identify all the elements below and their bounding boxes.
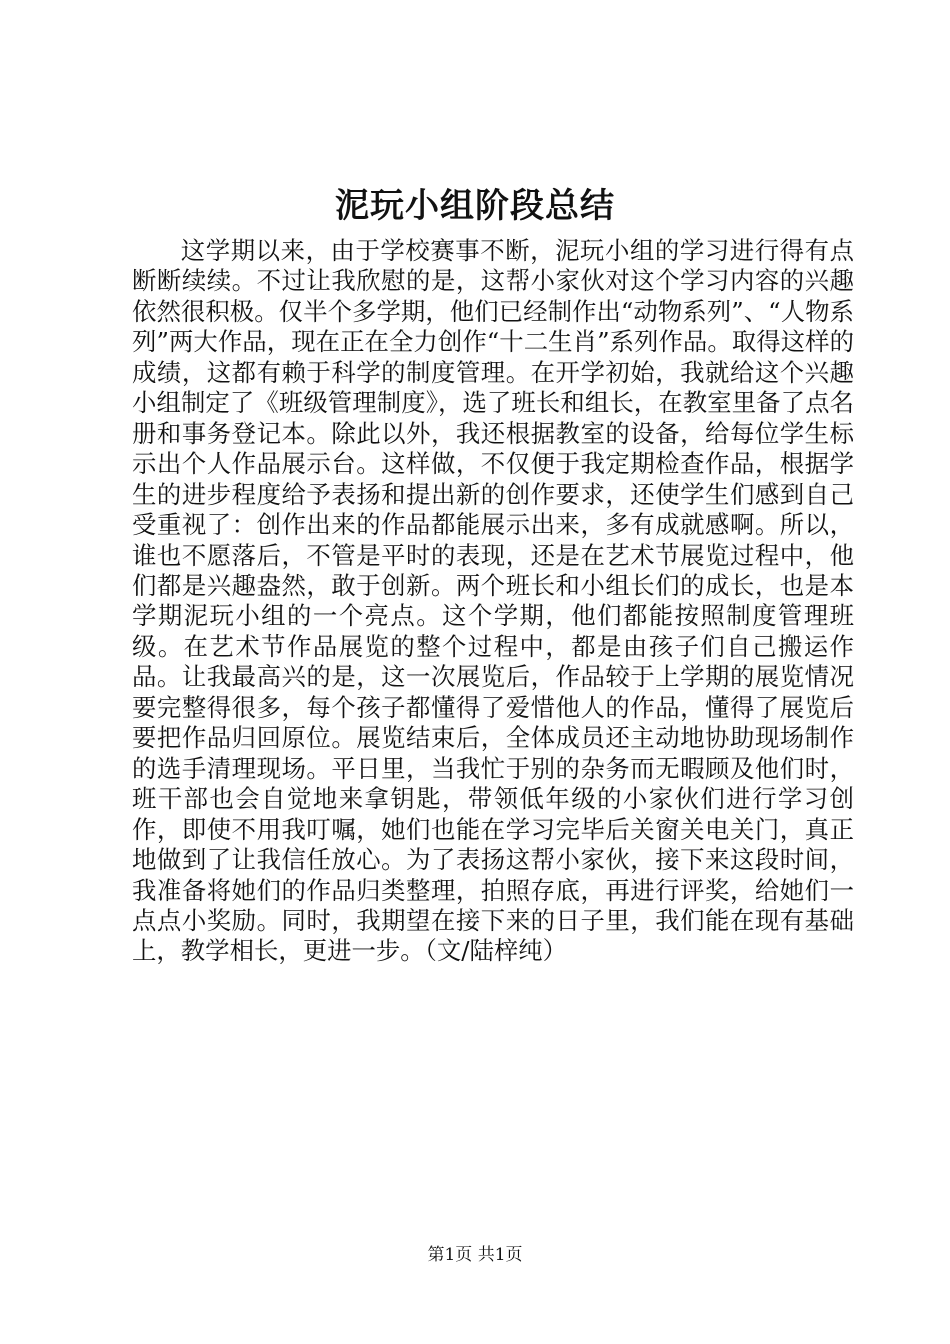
- page-number-footer: 第1页 共1页: [427, 1245, 523, 1265]
- page-title: 泥玩小组阶段总结: [335, 186, 615, 226]
- body-paragraph: 这学期以来，由于学校赛事不断，泥玩小组的学习进行得有点断断续续。不过让我欣慰的是，这帮小家伙对这个学习内容的兴趣依然很积极。仅半个多学期，他们已经制作出“动物系列”、“人物系列”两大作品，现在正在全力创作“十二生肖”系列作品。取得这样的成绩，这都有赖于科学的制度管理。在开学初始，我就给这个兴趣小组制定了《班级管理制度》，选了班长和组长，在教室里备了点名册和事务登记本。除此以外，我还根据教室的设备，给每位学生标示出个人作品展示台。这样做，不仅便于我定期检查作品，根据学生的进步程度给予表扬和提出新的创作要求，还使学生们感到自己受重视了：创作出来的作品都能展示出来，多有成就感啊。所以，谁也不愿落后，不管是平时的表现，还是在艺术节展览过程中，他们都是兴趣盎然，敢于创新。两个班长和小组长们的成长，也是本学期泥玩小组的一个亮点。这个学期，他们都能按照制度管理班级。在艺术节作品展览的整个过程中，都是由孩子们自己搬运作品。让我最高兴的是，这一次展览后，作品较于上学期的展览情况要完整得很多，每个孩子都懂得了爱惜他人的作品，懂得了展览后要把作品归回原位。展览结束后，全体成员还主动地协助现场制作的选手清理现场。平日里，当我忙于别的杂务而无暇顾及他们时，班干部也会自觉地来拿钥匙，带领低年级的小家伙们进行学习创作，即使不用我叮嘱，她们也能在学习完毕后关窗关电关门，真正地做到了让我信任放心。为了表扬这帮小家伙，接下来这段时间，我准备将她们的作品归类整理，拍照存底，再进行评奖，给她们一点点小奖励。同时，我期望在接下来的日子里，我们能在现有基础上，教学相长，更进一步。（文/陆梓纯）: [132, 236, 854, 966]
